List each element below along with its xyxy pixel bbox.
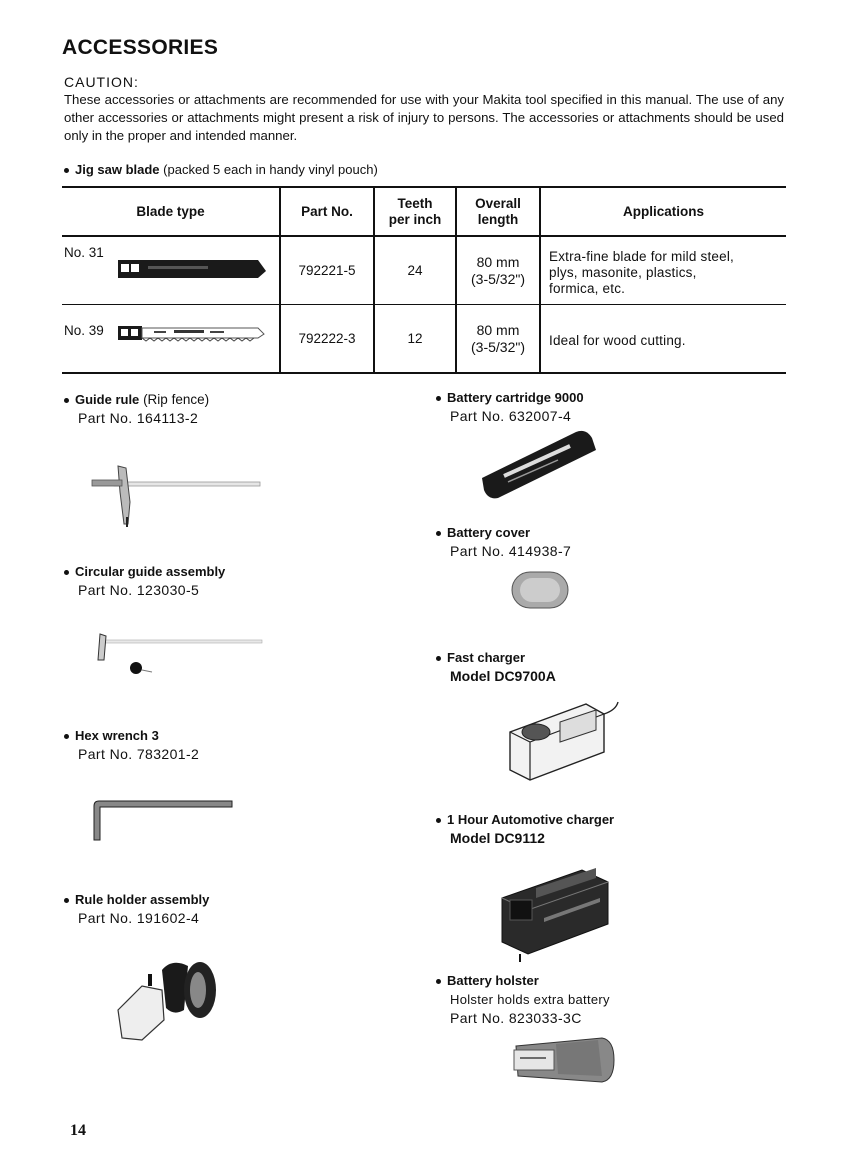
battery-holster-item bbox=[436, 971, 610, 1028]
model-number: Model DC9700A bbox=[450, 668, 556, 684]
table-row bbox=[62, 305, 786, 374]
part-number: Part No. 164113-2 bbox=[78, 410, 199, 426]
bullet-icon bbox=[64, 570, 69, 575]
page-number: 14 bbox=[70, 1122, 86, 1139]
automotive-charger-image bbox=[496, 858, 614, 962]
part-no-cell: 792222-3 bbox=[280, 305, 374, 374]
part-number: Part No. 632007-4 bbox=[450, 408, 572, 424]
blade-no31-image bbox=[118, 257, 268, 281]
blade-type-cell bbox=[62, 305, 280, 374]
blade-table bbox=[62, 186, 786, 374]
part-no-cell: 792221-5 bbox=[280, 236, 374, 305]
circular-guide-item bbox=[64, 562, 225, 600]
teeth-cell: 24 bbox=[374, 236, 456, 305]
rule-holder-item bbox=[64, 890, 209, 928]
header-teeth-line1: Teeth bbox=[397, 195, 433, 211]
length-cell bbox=[456, 236, 540, 305]
bullet-icon bbox=[436, 979, 441, 984]
battery-cover-item bbox=[436, 523, 571, 561]
header-applications: Applications bbox=[540, 187, 786, 236]
fast-charger-item bbox=[436, 648, 556, 686]
page-title: ACCESSORIES bbox=[62, 36, 219, 59]
item-name: Rule holder assembly bbox=[75, 892, 210, 907]
header-length-line1: Overall bbox=[475, 195, 521, 211]
jig-saw-name: Jig saw blade bbox=[75, 162, 160, 177]
table-row bbox=[62, 236, 786, 305]
item-name: Fast charger bbox=[447, 650, 526, 665]
caution-label: CAUTION: bbox=[64, 74, 139, 90]
part-number: Part No. 191602-4 bbox=[78, 910, 200, 926]
blade-no39-image bbox=[118, 318, 268, 348]
bullet-icon bbox=[64, 898, 69, 903]
bullet-icon bbox=[64, 398, 69, 403]
hex-wrench-item bbox=[64, 726, 199, 764]
battery-holster-image bbox=[506, 1030, 618, 1090]
table-header-row bbox=[62, 187, 786, 236]
length-inch: (3-5/32") bbox=[471, 270, 525, 287]
item-name: Battery cover bbox=[447, 525, 531, 540]
automotive-charger-item bbox=[436, 810, 614, 848]
header-blade-type: Blade type bbox=[62, 187, 280, 236]
caution-text: These accessories or attachments are recommended for use with your Makita tool specified in this manual. The use of any other accessories or attachments might present a risk of injury to persons. The accessories or attachments should be used only in the proper and intended manner. bbox=[64, 92, 784, 143]
header-length-line2: length bbox=[477, 211, 519, 227]
length-cell bbox=[456, 305, 540, 374]
part-number: Part No. 414938-7 bbox=[450, 543, 572, 559]
item-name: 1 Hour Automotive charger bbox=[447, 812, 615, 827]
header-teeth bbox=[374, 187, 456, 236]
length-inch: (3-5/32") bbox=[471, 338, 525, 355]
item-name: Battery cartridge 9000 bbox=[447, 390, 584, 405]
part-number: Part No. 823033-3C bbox=[450, 1010, 582, 1026]
length-mm: 80 mm bbox=[476, 253, 520, 270]
bullet-icon bbox=[436, 396, 441, 401]
application-cell bbox=[540, 305, 786, 374]
header-length bbox=[456, 187, 540, 236]
blade-number: No. 39 bbox=[64, 323, 104, 338]
bullet-icon bbox=[436, 531, 441, 536]
bullet-icon bbox=[64, 734, 69, 739]
circular-guide-image bbox=[92, 630, 268, 682]
header-part-no: Part No. bbox=[280, 187, 374, 236]
part-number: Part No. 783201-2 bbox=[78, 746, 200, 762]
jig-saw-note: (packed 5 each in handy vinyl pouch) bbox=[163, 162, 378, 177]
bullet-icon bbox=[64, 168, 69, 173]
blade-number: No. 31 bbox=[64, 245, 104, 260]
model-number: Model DC9112 bbox=[450, 830, 545, 846]
application-cell bbox=[540, 236, 786, 305]
application-line: formica, etc. bbox=[549, 280, 626, 296]
header-teeth-line2: per inch bbox=[388, 211, 442, 227]
length-mm: 80 mm bbox=[476, 321, 520, 338]
blade-type-cell bbox=[62, 236, 280, 305]
guide-rule-image bbox=[84, 462, 264, 528]
item-name: Hex wrench 3 bbox=[75, 728, 159, 743]
item-name: Guide rule bbox=[75, 392, 140, 407]
item-name: Circular guide assembly bbox=[75, 564, 226, 579]
battery-cartridge-item bbox=[436, 388, 584, 426]
application-line: plys, masonite, plastics, bbox=[549, 264, 697, 280]
battery-cartridge-image bbox=[478, 424, 600, 500]
item-extra: (Rip fence) bbox=[143, 392, 210, 407]
application-line: Ideal for wood cutting. bbox=[549, 332, 686, 348]
hex-wrench-image bbox=[82, 796, 238, 848]
item-description: Holster holds extra battery bbox=[450, 992, 610, 1007]
battery-cover-image bbox=[508, 566, 572, 614]
item-name: Battery holster bbox=[447, 973, 539, 988]
application-line: Extra-fine blade for mild steel, bbox=[549, 248, 734, 264]
part-number: Part No. 123030-5 bbox=[78, 582, 200, 598]
bullet-icon bbox=[436, 656, 441, 661]
bullet-icon bbox=[436, 818, 441, 823]
fast-charger-image bbox=[500, 692, 620, 784]
jig-saw-heading bbox=[64, 162, 378, 177]
rule-holder-image bbox=[112, 950, 224, 1046]
guide-rule-item bbox=[64, 390, 209, 428]
teeth-cell: 12 bbox=[374, 305, 456, 374]
